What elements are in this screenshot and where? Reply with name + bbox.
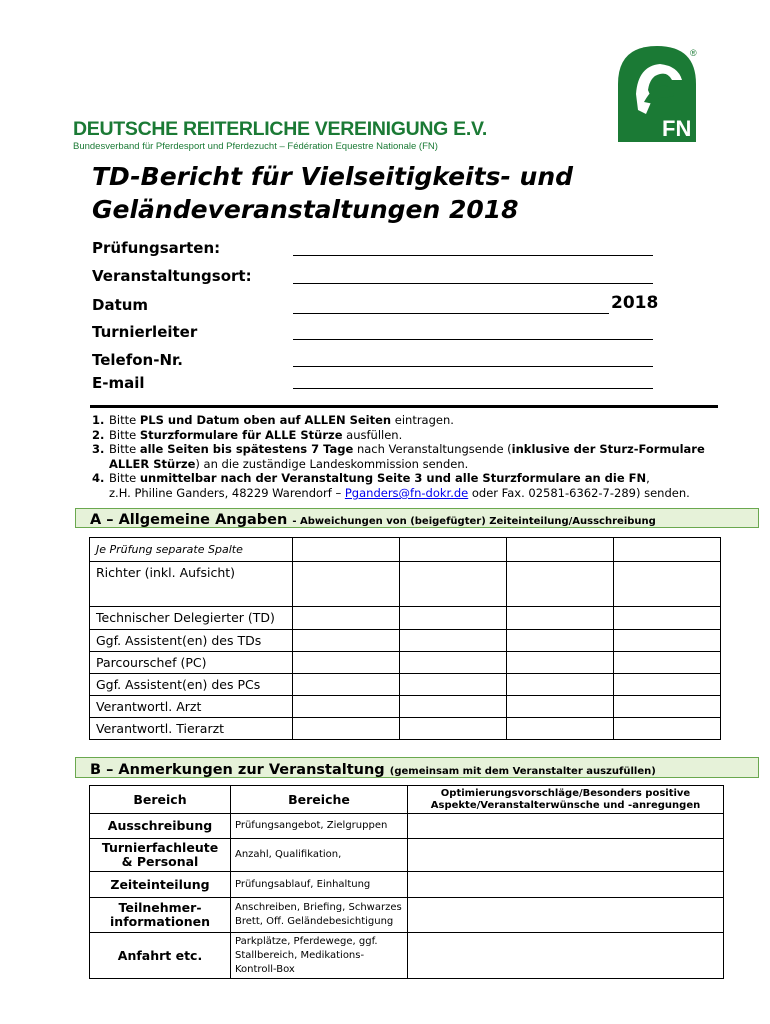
table-row — [90, 562, 721, 607]
table-row — [90, 607, 721, 630]
col-header-bereiche: Bereiche — [231, 786, 408, 814]
fn-logo-text: FN — [662, 116, 692, 141]
table-row — [90, 814, 724, 839]
registered-mark: ® — [690, 48, 697, 58]
table-cell[interactable] — [507, 630, 614, 652]
input-datum[interactable] — [293, 313, 609, 314]
table-cell[interactable] — [408, 839, 724, 872]
row-label: Technischer Delegierter (TD) — [90, 607, 293, 630]
organization-logo-text — [73, 118, 487, 152]
table-row — [90, 839, 724, 872]
email-link[interactable]: Pganders@fn-dokr.de — [344, 485, 469, 500]
area-name: Zeiteinteilung — [90, 872, 231, 898]
table-cell[interactable] — [614, 674, 721, 696]
organization-name: DEUTSCHE REITERLICHE VEREINIGUNG E.V. — [73, 118, 487, 140]
document-title — [92, 160, 573, 226]
label-email: E-mail — [92, 374, 145, 392]
table-row — [90, 898, 724, 933]
table-row — [90, 718, 721, 740]
table-cell[interactable] — [507, 652, 614, 674]
table-row — [90, 933, 724, 979]
label-datum: Datum — [92, 296, 149, 314]
separator — [90, 405, 718, 408]
row-label: Verantwortl. Tierarzt — [90, 718, 293, 740]
table-row — [90, 696, 721, 718]
table-cell[interactable] — [293, 562, 400, 607]
col-header-bereich: Bereich — [90, 786, 231, 814]
input-turnierleiter[interactable] — [293, 339, 653, 340]
area-description: Prüfungsangebot, Zielgruppen — [231, 814, 408, 839]
table-cell[interactable] — [614, 696, 721, 718]
label-pruefungsarten: Prüfungsarten: — [92, 239, 221, 257]
area-name: Turnierfachleute & Personal — [90, 839, 231, 872]
table-row — [90, 538, 721, 562]
datum-year: 2018 — [611, 293, 659, 313]
table-cell[interactable] — [400, 696, 507, 718]
row-label: Ggf. Assistent(en) des PCs — [90, 674, 293, 696]
input-telefon[interactable] — [293, 366, 653, 367]
input-email[interactable] — [293, 388, 653, 389]
section-b-header — [75, 757, 759, 778]
table-cell[interactable] — [293, 652, 400, 674]
table-cell[interactable] — [400, 674, 507, 696]
table-row — [90, 652, 721, 674]
input-pruefungsarten[interactable] — [293, 255, 653, 256]
area-name: Ausschreibung — [90, 814, 231, 839]
instruction-item: 3. Bitte alle Seiten bis spätestens 7 Tage nach Veranstaltungsende (inklusive der Sturz-Formulare ALLER Stürze) an die zuständige Landeskommission senden. — [92, 442, 705, 471]
area-description: Anzahl, Qualifikation, — [231, 839, 408, 872]
area-description: Parkplätze, Pferdewege, ggf. Stallbereich, Medikations- Kontroll-Box — [231, 933, 408, 979]
table-cell[interactable] — [293, 674, 400, 696]
table-row — [90, 872, 724, 898]
fn-logo — [612, 44, 702, 144]
table-cell[interactable] — [614, 538, 721, 562]
col-header-optimierung: Optimierungsvorschläge/Besonders positive Aspekte/Veranstalterwünsche und -anregungen — [408, 786, 724, 814]
area-name: Teilnehmer- informationen — [90, 898, 231, 933]
label-telefon: Telefon-Nr. — [92, 351, 183, 369]
table-cell[interactable] — [614, 718, 721, 740]
table-cell[interactable] — [293, 607, 400, 630]
area-description: Anschreiben, Briefing, Schwarzes Brett, Off. Geländebesichtigung — [231, 898, 408, 933]
section-a-header — [75, 508, 759, 528]
table-cell[interactable] — [507, 538, 614, 562]
table-cell[interactable] — [293, 718, 400, 740]
table-cell[interactable] — [614, 607, 721, 630]
section-a-subtitle: - Abweichungen von (beigefügter) Zeiteinteilung/Ausschreibung — [292, 516, 656, 527]
table-cell[interactable] — [400, 718, 507, 740]
table-cell[interactable] — [614, 562, 721, 607]
table-cell[interactable] — [293, 696, 400, 718]
table-cell[interactable] — [293, 538, 400, 562]
area-description: Prüfungsablauf, Einhaltung — [231, 872, 408, 898]
instruction-item: 2. Bitte Sturzformulare für ALLE Stürze ausfüllen. — [92, 427, 403, 442]
table-cell[interactable] — [408, 814, 724, 839]
table-cell[interactable] — [400, 630, 507, 652]
table-row — [90, 786, 724, 814]
area-name: Anfahrt etc. — [90, 933, 231, 979]
table-row — [90, 674, 721, 696]
table-cell[interactable] — [507, 562, 614, 607]
title-line-1: TD-Bericht für Vielseitigkeits- und — [92, 162, 574, 191]
table-cell[interactable] — [408, 872, 724, 898]
remarks-table — [89, 785, 724, 979]
title-line-2: Geländeveranstaltungen 2018 — [92, 195, 519, 224]
table-cell[interactable] — [507, 607, 614, 630]
input-veranstaltungsort[interactable] — [293, 283, 653, 284]
table-cell[interactable] — [293, 630, 400, 652]
row-label: Parcourschef (PC) — [90, 652, 293, 674]
table-cell[interactable] — [400, 538, 507, 562]
label-veranstaltungsort: Veranstaltungsort: — [92, 267, 252, 285]
section-b-subtitle: (gemeinsam mit dem Veranstalter auszufüllen) — [389, 766, 656, 777]
label-turnierleiter: Turnierleiter — [92, 323, 198, 341]
section-a-title: A – Allgemeine Angaben — [90, 512, 288, 528]
table-row — [90, 630, 721, 652]
table-cell[interactable] — [400, 562, 507, 607]
table-cell[interactable] — [408, 898, 724, 933]
row-label: Richter (inkl. Aufsicht) — [90, 562, 293, 607]
instructions-list — [92, 413, 732, 501]
instruction-item: 1. Bitte PLS und Datum oben auf ALLEN Seiten eintragen. — [92, 413, 454, 427]
table-cell[interactable] — [507, 674, 614, 696]
row-label: Verantwortl. Arzt — [90, 696, 293, 718]
table-header: Je Prüfung separate Spalte — [96, 543, 243, 556]
table-cell[interactable] — [614, 652, 721, 674]
row-label: Ggf. Assistent(en) des TDs — [90, 630, 293, 652]
instruction-item: 4. Bitte unmittelbar nach der Veranstaltung Seite 3 und alle Sturzformulare an die FN, z.H. Philine Ganders, 48229 Warendorf – Pganders@fn-dokr.de oder Fax. 02581-6362-7-289) senden. — [92, 471, 690, 500]
table-cell[interactable] — [400, 652, 507, 674]
section-b-title: B – Anmerkungen zur Veranstaltung — [90, 762, 385, 778]
table-cell[interactable] — [408, 933, 724, 979]
table-cell[interactable] — [507, 696, 614, 718]
general-info-table — [89, 537, 721, 740]
table-cell[interactable] — [507, 718, 614, 740]
table-cell[interactable] — [614, 630, 721, 652]
organization-subtitle: Bundesverband für Pferdesport und Pferdezucht – Fédération Equestre Nationale (FN) — [73, 141, 438, 152]
table-cell[interactable] — [400, 607, 507, 630]
